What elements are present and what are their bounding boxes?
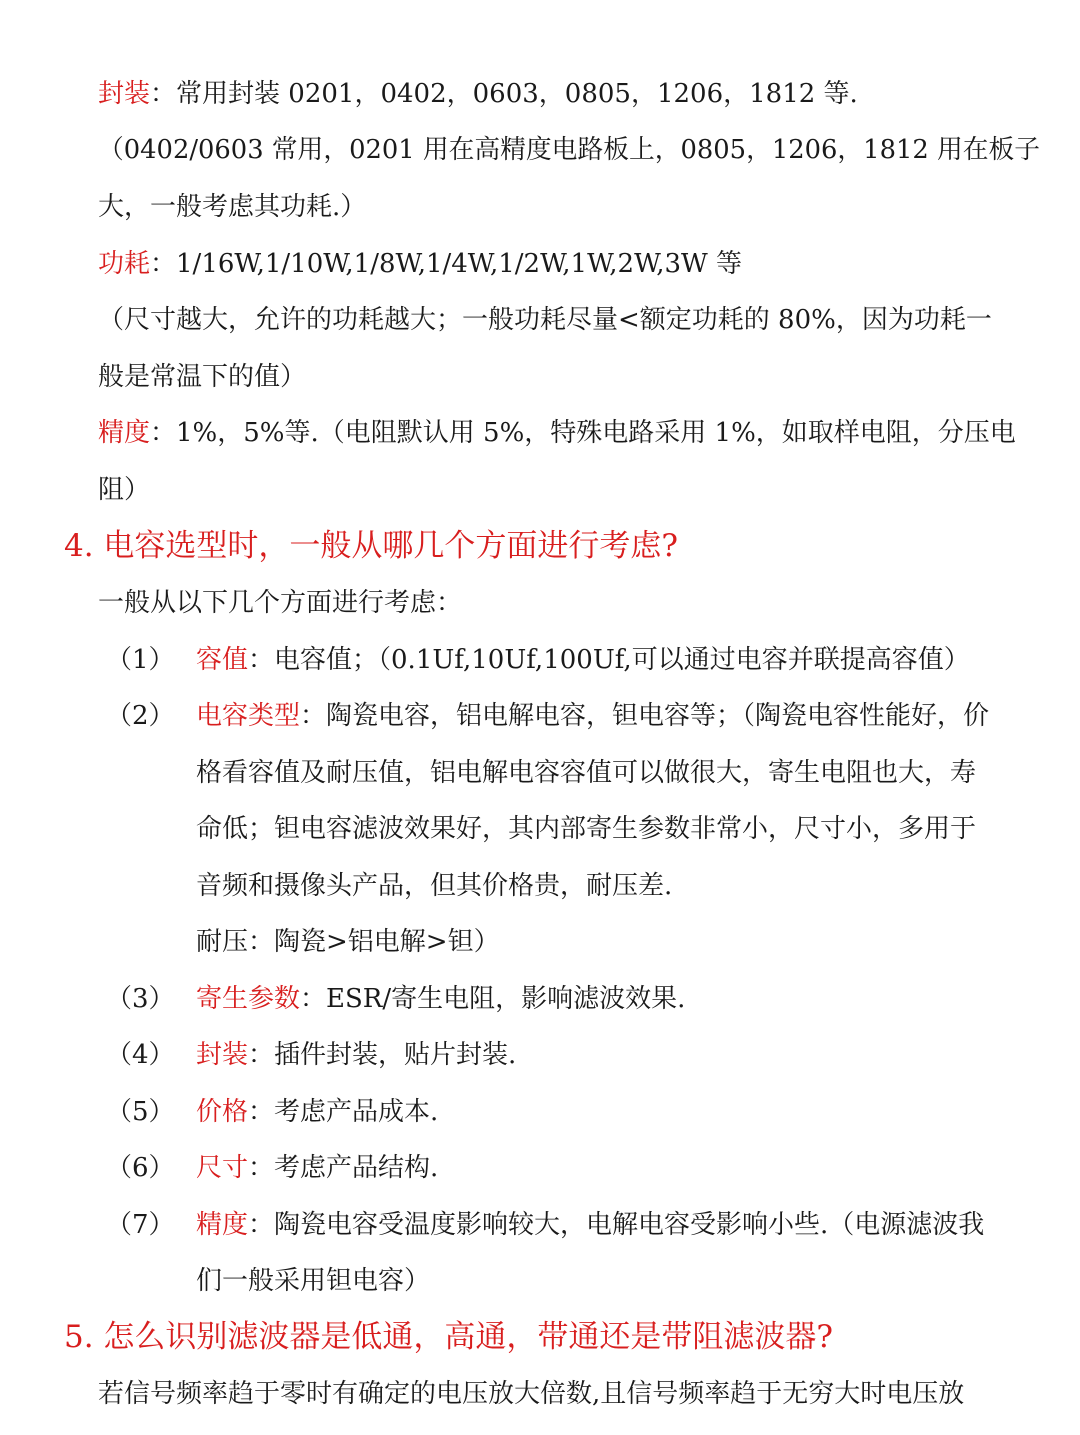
precision-text: ：1%，5%等.（电阻默认用 5%，特殊电路采用 1%，如取样电阻，分压电: [150, 418, 1016, 448]
q4-item-2-label: 电容类型: [196, 701, 301, 731]
q4-item-2-line-5: 耐压：陶瓷>铝电解>钽）: [196, 927, 500, 957]
q4-item-6-label: 尺寸: [196, 1153, 249, 1183]
power-line: [98, 244, 742, 284]
q4-item-3: [196, 979, 685, 1019]
package-label: 封装: [98, 79, 151, 109]
q4-item-7-line-2: 们一般采用钽电容）: [196, 1266, 431, 1296]
q4-item-5: [196, 1092, 438, 1132]
q5-text-line-1: 若信号频率趋于零时有确定的电压放大倍数,且信号频率趋于无穷大时电压放: [98, 1379, 965, 1409]
q4-item-2-line-3: 命低；钽电容滤波效果好，其内部寄生参数非常小，尺寸小，多用于: [196, 814, 977, 844]
q4-item-7: [196, 1205, 984, 1245]
q4-item-5-num: （5）: [106, 1097, 175, 1127]
package-line: [98, 74, 858, 114]
q4-item-1-num: （1）: [106, 645, 175, 675]
q4-item-4-num: （4）: [106, 1040, 175, 1070]
q4-item-5-text: ：考虑产品成本.: [248, 1097, 439, 1127]
q4-item-6-text: ：考虑产品结构.: [248, 1153, 439, 1183]
power-label: 功耗: [98, 249, 151, 279]
power-note-line-1: （尺寸越大，允许的功耗越大；一般功耗尽量<额定功耗的 80%，因为功耗一: [98, 305, 992, 335]
q4-item-2: [196, 696, 989, 736]
q4-item-1-label: 容值: [196, 645, 249, 675]
q4-item-3-label: 寄生参数: [196, 984, 301, 1014]
q4-item-1: [196, 640, 970, 680]
q4-heading: 4. 电容选型时，一般从哪几个方面进行考虑?: [64, 528, 679, 564]
package-note-line-2: 大，一般考虑其功耗.）: [98, 192, 367, 222]
q4-item-7-text: ：陶瓷电容受温度影响较大，电解电容受影响小些.（电源滤波我: [248, 1210, 985, 1240]
q5-heading: 5. 怎么识别滤波器是低通，高通，带通还是带阻滤波器?: [64, 1319, 834, 1355]
q4-item-4-label: 封装: [196, 1040, 249, 1070]
q4-item-4: [196, 1035, 516, 1075]
precision-label: 精度: [98, 418, 151, 448]
precision-line-2: 阻）: [98, 475, 151, 505]
q4-item-6: [196, 1148, 438, 1188]
q4-item-2-line-4: 音频和摄像头产品，但其价格贵，耐压差.: [196, 871, 673, 901]
q4-item-2-num: （2）: [106, 701, 175, 731]
q4-item-7-num: （7）: [106, 1210, 175, 1240]
q4-item-3-text: ：ESR/寄生电阻，影响滤波效果.: [300, 984, 686, 1014]
q4-item-5-label: 价格: [196, 1097, 249, 1127]
package-text: ：常用封装 0201，0402，0603，0805，1206，1812 等.: [150, 79, 858, 109]
q4-item-1-text: ：电容值；（0.1Uf,10Uf,100Uf,可以通过电容并联提高容值）: [248, 645, 970, 675]
q4-intro: 一般从以下几个方面进行考虑：: [98, 588, 463, 618]
q4-item-6-num: （6）: [106, 1153, 175, 1183]
power-text: ：1/16W,1/10W,1/8W,1/4W,1/2W,1W,2W,3W 等: [150, 249, 743, 279]
package-note-line-1: （0402/0603 常用，0201 用在高精度电路板上，0805，1206，1812 用在板子: [98, 135, 1041, 165]
power-note-line-2: 般是常温下的值）: [98, 362, 307, 392]
q4-item-4-text: ：插件封装，贴片封装.: [248, 1040, 517, 1070]
precision-line: [98, 413, 1016, 453]
q4-item-3-num: （3）: [106, 984, 175, 1014]
q4-item-7-label: 精度: [196, 1210, 249, 1240]
q4-item-2-line-2: 格看容值及耐压值，铝电解电容容值可以做很大，寄生电阻也大，寿: [196, 758, 977, 788]
q4-item-2-text: ：陶瓷电容，铝电解电容，钽电容等；（陶瓷电容性能好，价: [300, 701, 990, 731]
